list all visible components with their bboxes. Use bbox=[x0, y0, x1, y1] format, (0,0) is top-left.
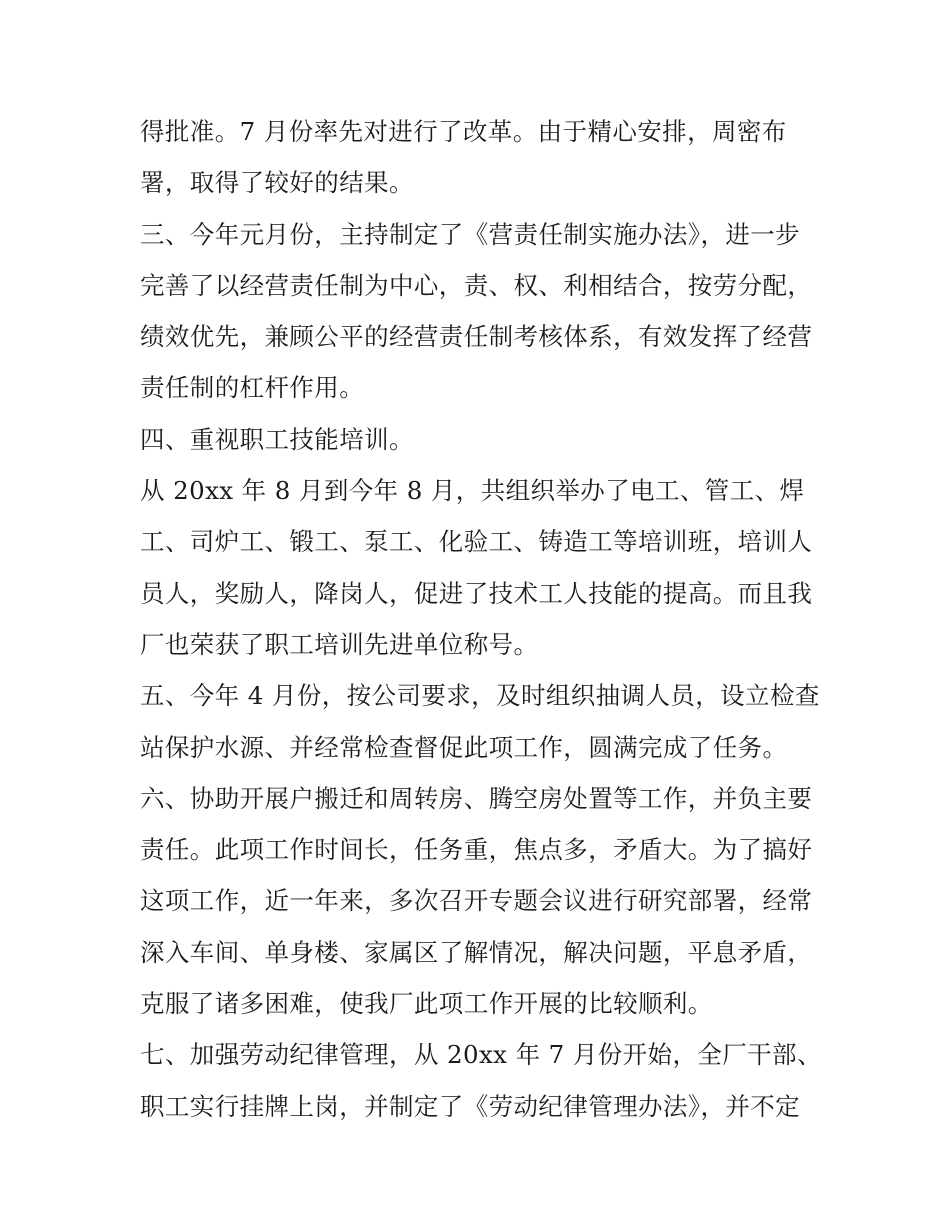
text-line: 职工实行挂牌上岗，并制定了《劳动纪律管理办法》，并不定 bbox=[140, 1091, 801, 1121]
text-line: 工、司炉工、锻工、泵工、化验工、铸造工等培训班，培训人 bbox=[140, 527, 813, 557]
text-line: 厂也荣获了职工培训先进单位称号。 bbox=[140, 629, 539, 659]
text-line: 员人，奖励人，降岗人，促进了技术工人技能的提高。而且我 bbox=[140, 578, 813, 608]
text-line: 深入车间、单身楼、家属区了解情况，解决问题，平息矛盾， bbox=[140, 937, 813, 967]
text-line: 七、加强劳动纪律管理，从 20xx 年 7 月份开始，全厂干部、 bbox=[140, 1040, 822, 1070]
text-line: 这项工作，近一年来，多次召开专题会议进行研究部署，经常 bbox=[140, 886, 813, 916]
text-line: 三、今年元月份，主持制定了《营责任制实施办法》，进一步 bbox=[140, 219, 801, 249]
text-line: 六、协助开展户搬迁和周转房、腾空房处置等工作，并负主要 bbox=[140, 783, 813, 813]
text-line: 得批准。7 月份率先对进行了改革。由于精心安排，周密布 bbox=[140, 117, 787, 146]
text-line: 署，取得了较好的结果。 bbox=[140, 168, 414, 198]
text-line: 站保护水源、并经常检查督促此项工作，圆满完成了任务。 bbox=[140, 732, 788, 762]
document-body bbox=[140, 106, 820, 1132]
text-line: 绩效优先，兼顾公平的经营责任制考核体系，有效发挥了经营 bbox=[140, 322, 813, 352]
text-line: 五、今年 4 月份，按公司要求，及时组织抽调人员，设立检查 bbox=[140, 681, 820, 711]
text-line: 责任。此项工作时间长，任务重，焦点多，矛盾大。为了搞好 bbox=[140, 835, 813, 865]
text-line: 四、重视职工技能培训。 bbox=[140, 424, 414, 454]
text-line: 责任制的杠杆作用。 bbox=[140, 373, 365, 403]
text-line: 完善了以经营责任制为中心，责、权、利相结合，按劳分配， bbox=[140, 270, 813, 300]
text-line: 从 20xx 年 8 月到今年 8 月，共组织举办了电工、管工、焊 bbox=[140, 476, 805, 506]
text-line: 克服了诸多困难，使我厂此项工作开展的比较顺利。 bbox=[140, 989, 713, 1019]
